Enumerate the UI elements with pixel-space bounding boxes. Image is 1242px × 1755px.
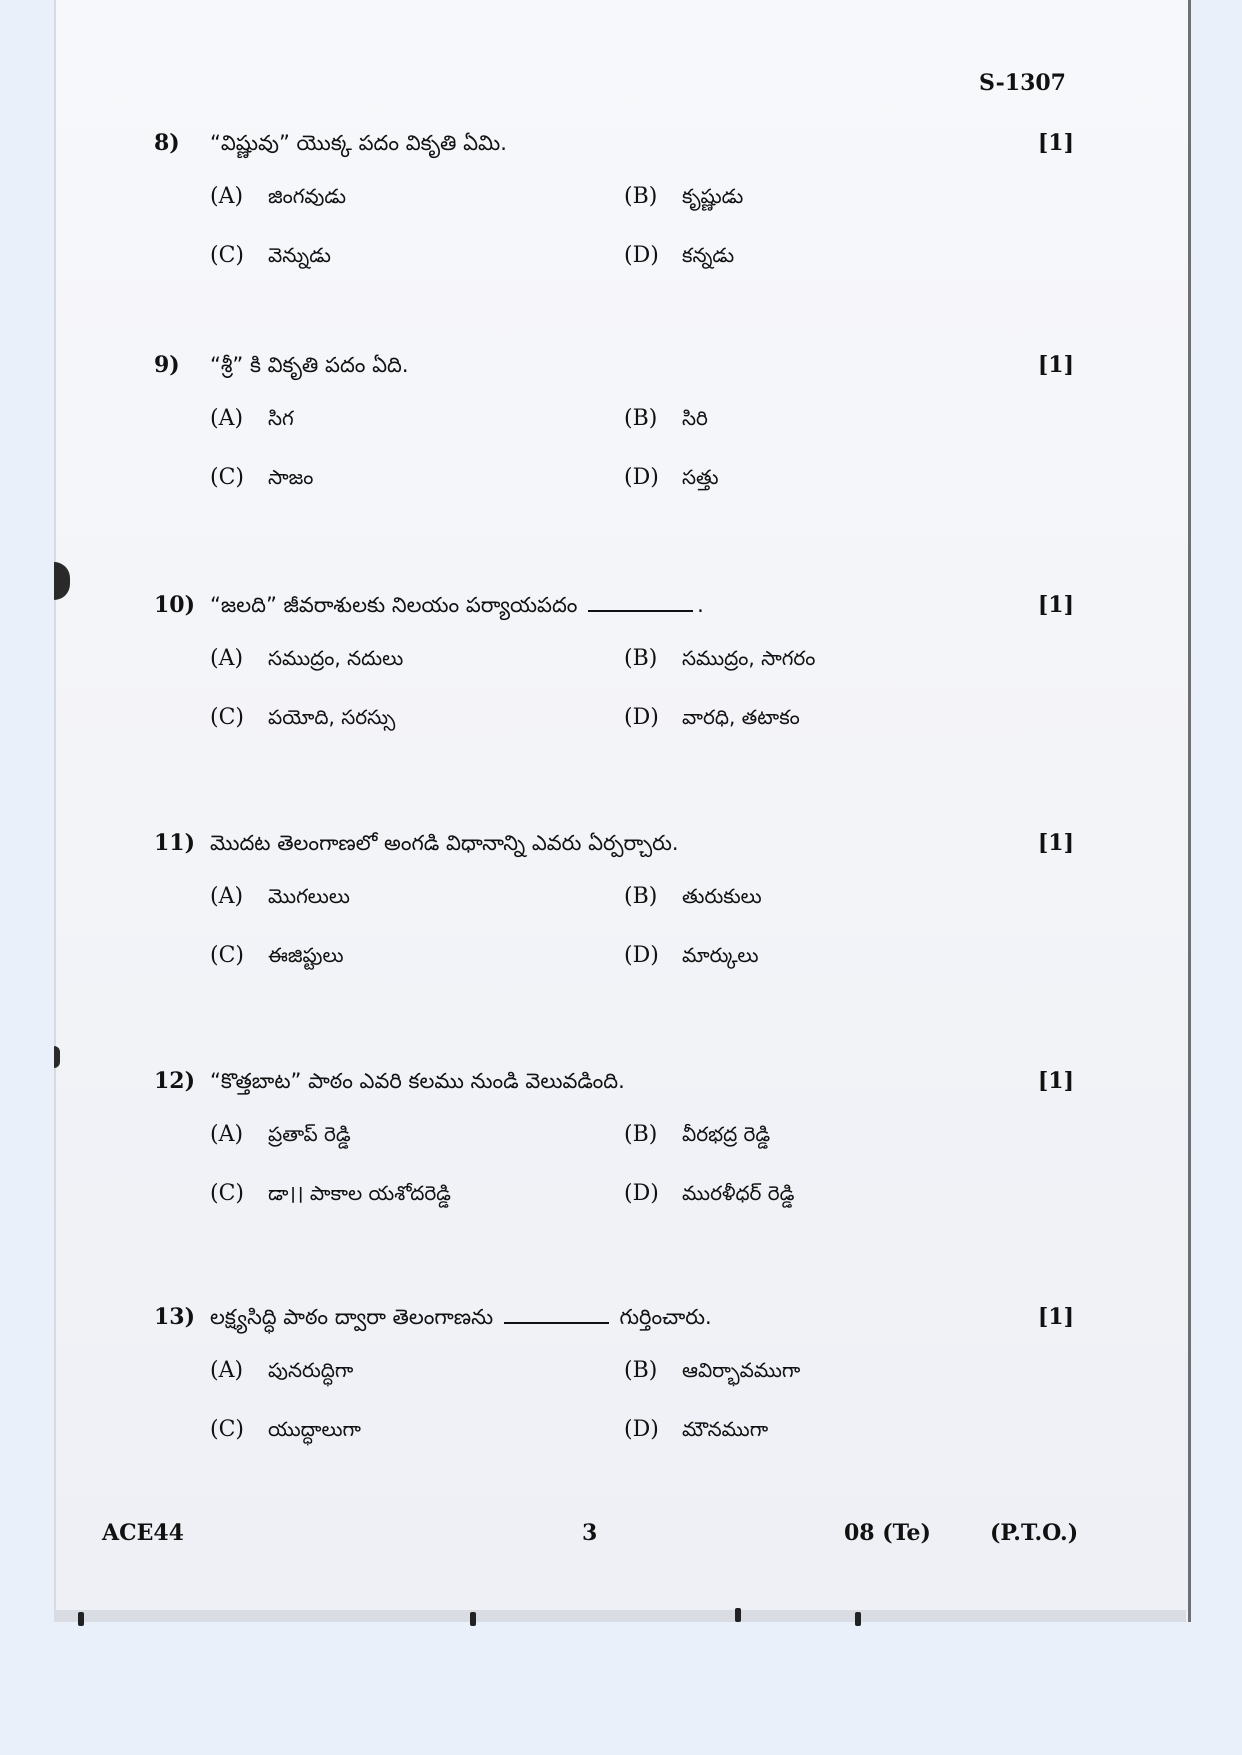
options-grid bbox=[210, 1358, 1074, 1446]
page-number: 3 bbox=[582, 1520, 598, 1546]
option-d[interactable] bbox=[624, 705, 924, 734]
question-11 bbox=[154, 828, 1074, 972]
option-letter: (B) bbox=[624, 184, 658, 209]
option-letter: (C) bbox=[210, 1417, 244, 1442]
option-text: సముద్రం, సాగరం bbox=[682, 646, 816, 670]
question-text: “విష్ణువు” యొక్క పదం వికృతి ఏమి. bbox=[210, 131, 507, 155]
option-a[interactable] bbox=[210, 184, 624, 213]
question-marks: [1] bbox=[1037, 352, 1074, 378]
question-marks: [1] bbox=[1037, 592, 1074, 618]
question-text-wrapper bbox=[210, 1302, 1038, 1332]
option-d[interactable] bbox=[624, 943, 924, 972]
option-text: మౌనముగా bbox=[682, 1417, 769, 1441]
option-b[interactable] bbox=[624, 406, 924, 435]
option-text: కన్నడు bbox=[682, 243, 735, 267]
scan-bottom-edge bbox=[54, 1610, 1186, 1622]
question-12 bbox=[154, 1066, 1074, 1210]
scan-tick-mark bbox=[78, 1612, 84, 1626]
option-letter: (A) bbox=[210, 1122, 244, 1147]
option-c[interactable] bbox=[210, 1417, 624, 1446]
option-letter: (C) bbox=[210, 243, 244, 268]
option-c[interactable] bbox=[210, 705, 624, 734]
question-marks: [1] bbox=[1037, 830, 1074, 856]
option-letter: (B) bbox=[624, 406, 658, 431]
option-text: సత్తు bbox=[682, 465, 719, 489]
option-a[interactable] bbox=[210, 646, 624, 675]
option-b[interactable] bbox=[624, 884, 924, 913]
option-text: ఈజిప్టులు bbox=[268, 943, 344, 967]
option-a[interactable] bbox=[210, 1122, 624, 1151]
option-letter: (D) bbox=[624, 465, 659, 490]
option-b[interactable] bbox=[624, 184, 924, 213]
footer-left-code: ACE44 bbox=[102, 1520, 184, 1546]
question-number: 8) bbox=[154, 130, 180, 156]
option-text: మార్కులు bbox=[682, 943, 759, 967]
question-13 bbox=[154, 1302, 1074, 1446]
paper-code: S-1307 bbox=[978, 70, 1066, 96]
question-text-wrapper bbox=[210, 590, 1038, 620]
options-grid bbox=[210, 884, 1074, 972]
option-letter: (C) bbox=[210, 705, 244, 730]
option-text: తురుకులు bbox=[682, 884, 762, 908]
option-b[interactable] bbox=[624, 1358, 924, 1387]
option-text: ప్రతాప్ రెడ్డి bbox=[268, 1122, 351, 1146]
option-text: పయోది, సరస్సు bbox=[268, 705, 396, 729]
option-d[interactable] bbox=[624, 1417, 924, 1446]
question-text: “జలది” జీవరాశులకు నిలయం పర్యాయపదం bbox=[210, 593, 578, 617]
option-a[interactable] bbox=[210, 406, 624, 435]
pto-label: (P.T.O.) bbox=[990, 1520, 1079, 1546]
question-10 bbox=[154, 590, 1074, 734]
question-marks: [1] bbox=[1037, 1304, 1074, 1330]
question-8 bbox=[154, 128, 1074, 272]
options-grid bbox=[210, 406, 1074, 494]
question-number: 13) bbox=[154, 1304, 196, 1330]
option-text: డా।। పాకాల యశోదరెడ్డి bbox=[268, 1181, 451, 1205]
question-number: 11) bbox=[154, 830, 196, 856]
option-letter: (D) bbox=[624, 943, 659, 968]
option-letter: (A) bbox=[210, 406, 244, 431]
option-text: సిగ bbox=[268, 406, 294, 430]
option-letter: (A) bbox=[210, 884, 244, 909]
question-text: మొదట తెలంగాణలో అంగడి విధానాన్ని ఎవరు ఏర్పర్చారు. bbox=[210, 831, 679, 855]
option-text: కృష్ణుడు bbox=[682, 184, 744, 208]
option-text: వెన్నుడు bbox=[268, 243, 331, 267]
option-d[interactable] bbox=[624, 1181, 924, 1210]
option-c[interactable] bbox=[210, 1181, 624, 1210]
question-text: “కొత్తబాట” పాఠం ఎవరి కలము నుండి వెలువడింది. bbox=[210, 1069, 625, 1093]
option-letter: (D) bbox=[624, 1417, 659, 1442]
question-text: “శ్రీ” కి వికృతి పదం ఏది. bbox=[210, 353, 409, 377]
scan-tick-mark bbox=[470, 1612, 476, 1626]
question-text-after: . bbox=[697, 593, 704, 617]
scan-tick-mark bbox=[735, 1608, 741, 1622]
option-letter: (C) bbox=[210, 465, 244, 490]
option-text: యుద్ధాలుగా bbox=[268, 1417, 361, 1441]
option-a[interactable] bbox=[210, 1358, 624, 1387]
options-grid bbox=[210, 1122, 1074, 1210]
option-letter: (B) bbox=[624, 1358, 658, 1383]
option-letter: (B) bbox=[624, 884, 658, 909]
subject-code: 08 (Te) bbox=[844, 1520, 931, 1546]
question-marks: [1] bbox=[1037, 130, 1074, 156]
options-grid bbox=[210, 646, 1074, 734]
edge-mark bbox=[54, 1046, 60, 1068]
options-grid bbox=[210, 184, 1074, 272]
option-text: సిరి bbox=[682, 406, 708, 430]
option-text: సముద్రం, నదులు bbox=[268, 646, 404, 670]
option-text: జింగవుడు bbox=[268, 184, 347, 208]
question-text: లక్ష్యసిద్ధి పాఠం ద్వారా తెలంగాణను bbox=[210, 1305, 494, 1329]
question-9 bbox=[154, 350, 1074, 494]
option-letter: (C) bbox=[210, 1181, 244, 1206]
option-d[interactable] bbox=[624, 243, 924, 272]
option-letter: (D) bbox=[624, 705, 659, 730]
scan-tick-mark bbox=[855, 1612, 861, 1626]
option-c[interactable] bbox=[210, 465, 624, 494]
question-text-after: గుర్తించారు. bbox=[619, 1305, 712, 1329]
option-text: మొగలులు bbox=[268, 884, 350, 908]
question-marks: [1] bbox=[1037, 1068, 1074, 1094]
option-text: సాజం bbox=[268, 465, 314, 489]
option-text: మురళీధర్ రెడ్డి bbox=[682, 1181, 795, 1205]
option-c[interactable] bbox=[210, 943, 624, 972]
answer-blank bbox=[588, 610, 693, 612]
option-text: పునరుద్ధిగా bbox=[268, 1358, 354, 1382]
option-text: ఆవిర్భావముగా bbox=[682, 1358, 801, 1382]
option-letter: (B) bbox=[624, 1122, 658, 1147]
option-a[interactable] bbox=[210, 884, 624, 913]
option-d[interactable] bbox=[624, 465, 924, 494]
option-letter: (D) bbox=[624, 1181, 659, 1206]
question-number: 9) bbox=[154, 352, 180, 378]
option-letter: (A) bbox=[210, 646, 244, 671]
option-letter: (D) bbox=[624, 243, 659, 268]
option-letter: (B) bbox=[624, 646, 658, 671]
option-c[interactable] bbox=[210, 243, 624, 272]
option-text: వీరభద్ర రెడ్డి bbox=[682, 1122, 771, 1146]
answer-blank bbox=[504, 1322, 609, 1324]
option-text: వారధి, తటాకం bbox=[682, 705, 800, 729]
question-number: 10) bbox=[154, 592, 196, 618]
question-number: 12) bbox=[154, 1068, 196, 1094]
option-b[interactable] bbox=[624, 1122, 924, 1151]
option-b[interactable] bbox=[624, 646, 924, 675]
option-letter: (C) bbox=[210, 943, 244, 968]
option-letter: (A) bbox=[210, 1358, 244, 1383]
option-letter: (A) bbox=[210, 184, 244, 209]
